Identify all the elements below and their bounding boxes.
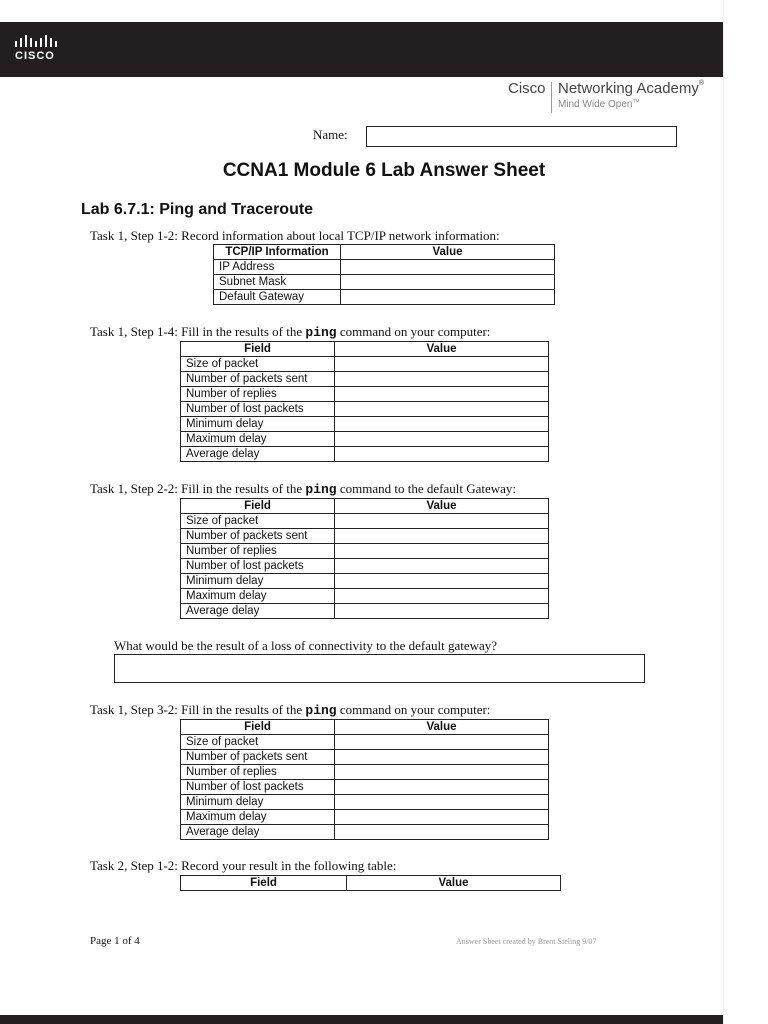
field-label: Number of packets sent [181,750,335,765]
value-cell[interactable] [335,825,549,840]
value-cell[interactable] [335,357,549,372]
table-row [181,735,549,750]
field-column-header: Field [181,499,335,514]
table-row [181,574,549,589]
table-row [181,514,549,529]
field-label: Number of packets sent [181,529,335,544]
value-cell[interactable] [335,810,549,825]
table-row [181,765,549,780]
field-label: Subnet Mask [214,275,341,290]
table-row [181,604,549,619]
value-cell[interactable] [335,514,549,529]
field-label: Default Gateway [214,290,341,305]
value-cell[interactable] [335,559,549,574]
cisco-wordmark: CISCO [15,50,55,62]
table-row [214,260,555,275]
page-edge [723,0,724,1024]
task-prompt-3: Task 1, Step 2-2: Fill in the results of the ping command to the default Gateway: [90,481,517,497]
table-row [181,825,549,840]
value-cell[interactable] [335,447,549,462]
value-cell[interactable] [335,417,549,432]
table-header-row [181,720,549,735]
table-row [181,402,549,417]
ping-computer-table [180,719,549,840]
header-bar [0,22,723,77]
table-row [181,372,549,387]
table-row [181,529,549,544]
table-row [181,544,549,559]
field-label: Number of replies [181,544,335,559]
table-row [181,589,549,604]
value-cell[interactable] [335,765,549,780]
task-prompt-1: Task 1, Step 1-2: Record information about local TCP/IP network information: [90,228,500,243]
table-row [181,795,549,810]
value-column-header: Value [335,720,549,735]
table-row [181,750,549,765]
ping-gateway-table [180,498,549,619]
name-label: Name: [313,127,348,142]
table-header-row [181,342,549,357]
table-row [214,275,555,290]
field-label: Average delay [181,825,335,840]
value-cell[interactable] [335,735,549,750]
table-row [181,810,549,825]
value-cell[interactable] [335,432,549,447]
field-label: Minimum delay [181,574,335,589]
field-label: Maximum delay [181,432,335,447]
cisco-logo [13,35,65,70]
table-row [181,559,549,574]
task-prompt-5: Task 2, Step 1-2: Record your result in the following table: [90,858,397,873]
value-cell[interactable] [341,290,555,305]
lab-title: Lab 6.7.1: Ping and Traceroute [81,201,314,218]
value-cell[interactable] [335,589,549,604]
value-cell[interactable] [335,750,549,765]
gateway-question: What would be the result of a loss of connectivity to the default gateway? [114,638,498,653]
table-row [181,417,549,432]
table-header-row [214,245,555,260]
value-cell[interactable] [335,387,549,402]
table-row [181,432,549,447]
field-label: Number of lost packets [181,402,335,417]
name-field[interactable] [366,126,677,147]
footer-bar [0,1015,723,1024]
table-row [181,357,549,372]
table-row [181,387,549,402]
field-label: IP Address [214,260,341,275]
value-column-header: Value [347,876,561,891]
value-cell[interactable] [341,275,555,290]
table-row [214,290,555,305]
value-cell[interactable] [335,795,549,810]
task-prompt-4: Task 1, Step 3-2: Fill in the results of the ping command on your computer: [90,702,491,718]
value-cell[interactable] [335,529,549,544]
tcpip-info-table [213,244,555,305]
value-cell[interactable] [335,372,549,387]
field-label: Number of packets sent [181,372,335,387]
table-header-row [181,499,549,514]
table-row [181,780,549,795]
field-label: Minimum delay [181,795,335,810]
field-label: Minimum delay [181,417,335,432]
table-row [181,447,549,462]
academy-divider [551,82,552,113]
field-label: Number of replies [181,765,335,780]
value-column-header: Value [341,245,555,260]
field-label: Number of lost packets [181,780,335,795]
field-column-header: Field [181,876,347,891]
page-title: CCNA1 Module 6 Lab Answer Sheet [222,160,546,181]
value-column-header: Value [335,342,549,357]
field-label: Number of replies [181,387,335,402]
value-column-header: Value [335,499,549,514]
field-label: Average delay [181,604,335,619]
academy-name: Networking Academy® [558,80,705,97]
traceroute-table [180,875,561,891]
credit-note: Answer Sheet created by Brent Sieling 9/07 [456,937,597,946]
field-label: Maximum delay [181,589,335,604]
value-cell[interactable] [341,260,555,275]
field-label: Size of packet [181,357,335,372]
task-prompt-2: Task 1, Step 1-4: Fill in the results of the ping command on your computer: [90,324,491,340]
field-label: Average delay [181,447,335,462]
academy-tagline: Mind Wide Open™ [558,99,640,110]
ping-local-table [180,341,549,462]
field-column-header: TCP/IP Information [214,245,341,260]
field-column-header: Field [181,720,335,735]
field-label: Number of lost packets [181,559,335,574]
field-label: Size of packet [181,514,335,529]
value-cell[interactable] [335,544,549,559]
value-cell[interactable] [335,402,549,417]
gateway-answer-field[interactable] [114,654,645,683]
field-label: Size of packet [181,735,335,750]
page-number: Page 1 of 4 [90,935,140,947]
value-cell[interactable] [335,574,549,589]
table-header-row [181,876,561,891]
value-cell[interactable] [335,780,549,795]
academy-brand: Cisco [508,80,546,97]
value-cell[interactable] [335,604,549,619]
field-column-header: Field [181,342,335,357]
field-label: Maximum delay [181,810,335,825]
